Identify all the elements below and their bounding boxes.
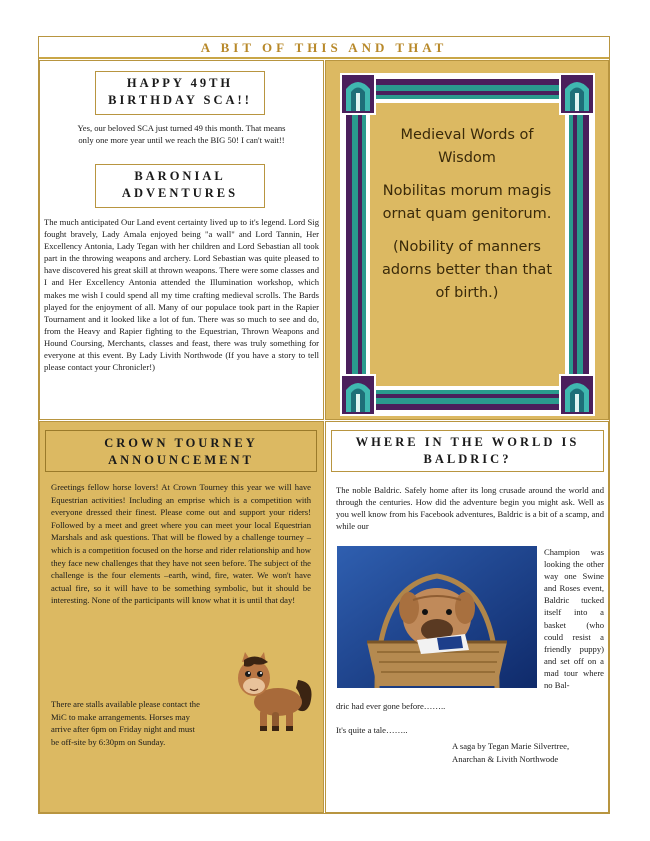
corner-br-ornament: [559, 374, 595, 416]
stalls-line1: There are stalls available please contact the: [51, 699, 200, 709]
birthday-title-line2: BIRTHDAY SCA!!: [108, 93, 252, 107]
baronial-title-line2: ADVENTURES: [121, 186, 239, 200]
corner-tl-ornament: [340, 73, 376, 115]
stalls-line3: arrive after 6pm on Friday night and must: [51, 724, 195, 735]
page-title: A BIT OF THIS AND THAT: [39, 37, 609, 59]
pony-illustration: [232, 652, 316, 734]
baldric-tale: It's quite a tale……..: [336, 725, 408, 735]
corner-tr-ornament: [559, 73, 595, 115]
birthday-line1: Yes, our beloved SCA just turned 49 this month. That means: [77, 123, 286, 133]
baldric-title-line1: WHERE IN THE WORLD IS: [355, 435, 580, 449]
wisdom-trans-line1: (Nobility of manners: [393, 239, 541, 255]
birthday-body: [44, 122, 319, 146]
crown-stalls: [51, 698, 251, 748]
baldric-title-line2: BALDRIC?: [423, 452, 512, 466]
credit-line2: Anarchan & Livith Northwode: [452, 753, 559, 764]
baronial-body: The much anticipated Our Land event certainty lived up to it's legend. Lord Sig fought bravely, Lady Amala enjoyed being "a wall" and Lord Tannin, Her Excellency Antonia, Lady Tegan with her children and Lord Sebastian all took part in the throwing weapons and archery. Lord Sebastian was quite pleased to have discovered his great skill at thrown weapons. There were some classes and I and Her Excellency Antonia attended the Illumination workshop, which makes me wish I could spend all my time crafting medieval scrolls. The Bards played for the enjoyment of all. Many of our populace took part in the Rapier Tournament and it looked like a lot of fun. There was so much to see and do, from the Heavy and Rapier fighting to the Equestrian, Thrown Weapons and Hound Coursing, Merchants, classes and feast, there was truly something for everyone at this event. By Lady Livith Northwode (If you have a story to tell please contact your Chronicler!): [44, 217, 319, 373]
crown-section: [39, 421, 324, 813]
baronial-title-line1: BARONIAL: [134, 169, 226, 183]
wisdom-title-line2: Wisdom: [438, 150, 496, 166]
baldric-after: dric had ever gone before……..: [336, 701, 446, 711]
crown-title-line1: CROWN TOURNEY: [104, 436, 258, 450]
crown-body: Greetings fellow horse lovers! At Crown Tourney this year we will have Equestrian activities! Including an emprise which is a competition with everyone dressed their finest. Please come out and support your riders! Followed by a meet and greet where you can meet your local Equestrian Marshals and ask questions. That will be flowed by a challenge tourney – which is a competition focused on the horse and rider relationship and how they face new challenges that they have not seen before. The subject of the challenge is the four elements –earth, wind, fire, water. We won't have actual fire, so it will have to be something symbolic, but it should be interesting. None of the participants will know what it is until that day!: [51, 482, 311, 606]
corner-bl-ornament: [340, 374, 376, 416]
crown-title-line2: ANNOUNCEMENT: [108, 453, 254, 467]
credit-line1: A saga by Tegan Marie Silvertree,: [452, 741, 570, 751]
wisdom-latin-line2: ornat quam genitorum.: [382, 206, 552, 222]
baldric-side-text: Champion was looking the other way one Swine and Roses event, Baldric tucked itself into a basket (who could resist a friendly puppy) and set off on a mad tour where no Bal-: [544, 547, 604, 691]
wisdom-trans-line3: of birth.): [435, 285, 499, 301]
crown-title-box: [45, 430, 317, 472]
wisdom-title-line1: Medieval Words of: [400, 127, 534, 143]
baronial-title-box: [95, 164, 265, 208]
wisdom-latin-line1: Nobilitas morum magis: [382, 183, 552, 199]
stalls-line2: MiC to make arrangements. Horses may: [51, 711, 190, 722]
wisdom-trans-line2: adorns better than that: [381, 262, 552, 278]
wisdom-text: [372, 124, 562, 305]
birthday-title-box: [95, 71, 265, 115]
baldric-intro: The noble Baldric. Safely home after its long crusade around the world and through the centuries. How did the adventure begin you might ask. Well as you well know from his Facebook adventures, Baldric is a bit of a scamp, and while our: [336, 485, 604, 532]
birthday-title-line1: HAPPY 49TH: [126, 76, 234, 90]
baldric-credit: [452, 740, 607, 765]
birthday-line2: only one more year until we reach the BIG 50! I can't wait!!: [78, 135, 285, 146]
baldric-photo: [337, 546, 537, 688]
stalls-line4: be off-site by 6:30pm on Sunday.: [51, 736, 166, 747]
baldric-title-box: [331, 430, 604, 472]
